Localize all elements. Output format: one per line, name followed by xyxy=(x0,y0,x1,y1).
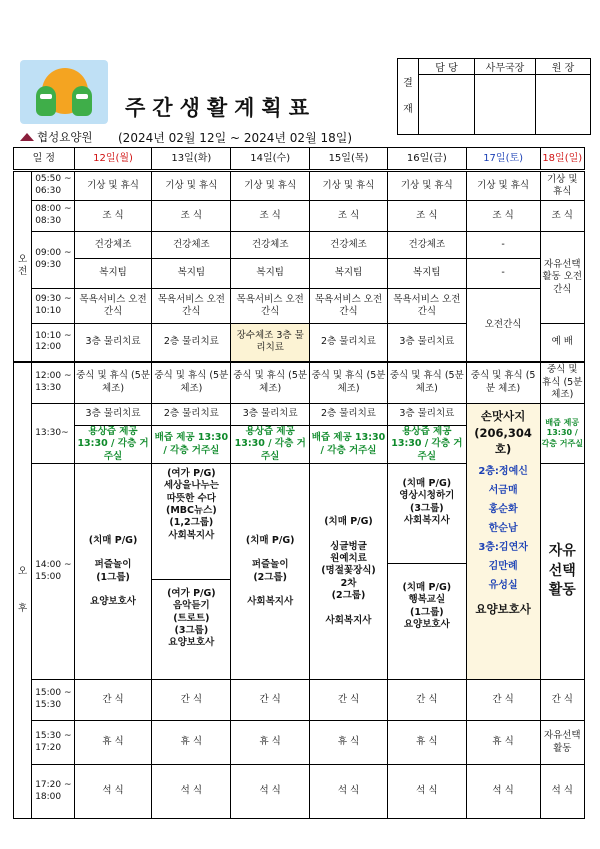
schedule-cell: 간 식 xyxy=(310,680,388,721)
schedule-cell: 예 배 xyxy=(540,324,585,362)
schedule-cell: 중식 및 휴식 (5분 체조) xyxy=(387,362,466,404)
schedule-cell: 기상 및 휴식 xyxy=(466,171,540,201)
day-header: 13일(화) xyxy=(152,148,231,171)
program-cell: 자유 선택 활동 xyxy=(540,464,585,680)
mascot-icon xyxy=(72,86,92,116)
time-slot: 17:20 ~ 18:00 xyxy=(32,765,74,819)
schedule-cell: 휴 식 xyxy=(231,721,310,765)
schedule-cell: 오전간식 xyxy=(466,289,540,362)
program-cell: (치매 P/G) 퍼즐놀이 (2그룹) 사회복지사 xyxy=(231,464,310,680)
role-staff: 담 당 xyxy=(419,59,475,75)
schedule-cell: 휴 식 xyxy=(466,721,540,765)
program-cell: (여가 P/G) 세상을나누는 따뜻한 수다 (MBC뉴스) (1,2그룹) 사회복지사 (여가 P/G) 음악듣기 (트로트) (3그룹) 요양보호사 xyxy=(152,464,231,680)
date-range: (2024년 02월 12일 ~ 2024년 02월 18일) xyxy=(118,131,353,145)
schedule-cell: 간 식 xyxy=(387,680,466,721)
schedule-cell: 간 식 xyxy=(231,680,310,721)
day-header: 14일(수) xyxy=(231,148,310,171)
schedule-cell: 건강체조 xyxy=(152,232,231,259)
schedule-cell: 건강체조 xyxy=(310,232,388,259)
day-header: 15일(목) xyxy=(310,148,388,171)
schedule-cell: 휴 식 xyxy=(387,721,466,765)
schedule-cell: 기상 및 휴식 xyxy=(387,171,466,201)
period-am: 오 전 xyxy=(14,171,32,362)
schedule-cell: 복지팀 xyxy=(152,259,231,289)
signature-box xyxy=(475,75,536,135)
schedule-cell: 중식 및 휴식 (5분 체조) xyxy=(231,362,310,404)
schedule-cell: 중식 및 휴식 (5분 체조) xyxy=(152,362,231,404)
signature-box xyxy=(536,75,591,135)
schedule-cell: 석 식 xyxy=(74,765,152,819)
schedule-cell: 3층 물리치료 xyxy=(231,404,310,426)
schedule-cell: 중식 및 휴식 (5분 체조) xyxy=(310,362,388,404)
time-slot: 09:00 ~ 09:30 xyxy=(32,232,74,289)
schedule-cell: 복지팀 xyxy=(310,259,388,289)
schedule-cell: 2층 물리치료 xyxy=(152,404,231,426)
schedule-cell: 조 식 xyxy=(231,201,310,232)
schedule-cell: - xyxy=(466,259,540,289)
facility-logo xyxy=(20,60,108,124)
schedule-cell: 간 식 xyxy=(540,680,585,721)
schedule-cell: 목욕서비스 오전간식 xyxy=(152,289,231,324)
time-slot: 15:00 ~ 15:30 xyxy=(32,680,74,721)
time-slot: 14:00 ~ 15:00 xyxy=(32,464,74,680)
schedule-cell: 조 식 xyxy=(387,201,466,232)
schedule-cell: 복지팀 xyxy=(231,259,310,289)
schedule-cell: 기상 및 휴식 xyxy=(74,171,152,201)
time-slot: 13:30~ xyxy=(32,404,74,464)
schedule-cell: 기상 및 휴식 xyxy=(231,171,310,201)
schedule-cell: 조 식 xyxy=(466,201,540,232)
schedule-cell: 간 식 xyxy=(152,680,231,721)
schedule-cell-highlight: 장수체조 3층 물리치료 xyxy=(231,324,310,362)
drink-cell: 용상즙 제공 13:30 / 각층 거주실 xyxy=(231,426,310,464)
weekly-schedule-table xyxy=(13,147,585,819)
schedule-cell: 휴 식 xyxy=(152,721,231,765)
drink-cell: 배즙 제공 13:30 / 각층 거주실 xyxy=(310,426,388,464)
schedule-cell: 기상 및 휴식 xyxy=(310,171,388,201)
graduation-cap-icon xyxy=(20,133,34,141)
schedule-cell: 석 식 xyxy=(540,765,585,819)
role-head: 원 장 xyxy=(536,59,591,75)
drink-cell: 용상즙 제공 13:30 / 각층 거주실 xyxy=(74,426,152,464)
schedule-cell: 복지팀 xyxy=(387,259,466,289)
schedule-cell: 목욕서비스 오전간식 xyxy=(310,289,388,324)
time-slot: 10:10 ~ 12:00 xyxy=(32,324,74,362)
schedule-cell: 복지팀 xyxy=(74,259,152,289)
schedule-cell: 중식 및 휴식 (5분 체조) xyxy=(466,362,540,404)
schedule-cell: 목욕서비스 오전간식 xyxy=(231,289,310,324)
schedule-cell: 2층 물리치료 xyxy=(310,324,388,362)
schedule-cell: 건강체조 xyxy=(231,232,310,259)
drink-cell: 배즙 제공 13:30 / 각층 거주실 xyxy=(152,426,231,464)
schedule-cell: - xyxy=(466,232,540,259)
approval-side-label: 결 재 xyxy=(398,59,419,135)
schedule-cell: 자유선택활동 오전간식 xyxy=(540,232,585,324)
signature-box xyxy=(419,75,475,135)
schedule-cell: 석 식 xyxy=(152,765,231,819)
schedule-cell: 휴 식 xyxy=(310,721,388,765)
program-cell: (치매 P/G) 퍼즐놀이 (1그룹) 요양보호사 xyxy=(74,464,152,680)
schedule-cell: 기상 및 휴식 xyxy=(540,171,585,201)
approval-box xyxy=(397,58,591,135)
schedule-cell: 조 식 xyxy=(152,201,231,232)
drink-cell: 용상즙 제공 13:30 / 각층 거주실 xyxy=(387,426,466,464)
schedule-cell: 석 식 xyxy=(387,765,466,819)
drink-cell: 배즙 제공 13:30 / 각층 거주실 xyxy=(540,404,585,464)
schedule-cell: 건강체조 xyxy=(387,232,466,259)
page-title: 주간생활계획표 xyxy=(125,96,317,120)
schedule-cell: 휴 식 xyxy=(74,721,152,765)
day-header: 18일(일) xyxy=(540,148,585,171)
schedule-cell: 3층 물리치료 xyxy=(74,324,152,362)
schedule-cell: 간 식 xyxy=(74,680,152,721)
resident-list: 2층:정예신 서금매 홍순화 한순남 3층:김연자 김만례 유성실 xyxy=(478,466,528,592)
time-slot: 05:50 ~ 06:30 xyxy=(32,171,74,201)
mascot-icon xyxy=(36,86,56,116)
role-director: 사무국장 xyxy=(475,59,536,75)
schedule-cell: 3층 물리치료 xyxy=(74,404,152,426)
day-header: 12일(월) xyxy=(74,148,152,171)
schedule-cell: 3층 물리치료 xyxy=(387,324,466,362)
schedule-cell: 3층 물리치료 xyxy=(387,404,466,426)
schedule-cell: 석 식 xyxy=(310,765,388,819)
schedule-cell: 2층 물리치료 xyxy=(152,324,231,362)
schedule-cell: 자유선택활동 xyxy=(540,721,585,765)
schedule-cell: 중식 및 휴식 (5분체조) xyxy=(540,362,585,404)
schedule-cell: 조 식 xyxy=(310,201,388,232)
schedule-cell: 목욕서비스 오전간식 xyxy=(387,289,466,324)
schedule-cell: 조 식 xyxy=(540,201,585,232)
org-name: 협성요양원 xyxy=(20,129,93,145)
schedule-cell: 석 식 xyxy=(466,765,540,819)
time-slot: 09:30 ~ 10:10 xyxy=(32,289,74,324)
period-pm: 오 후 xyxy=(14,362,32,819)
schedule-cell: 조 식 xyxy=(74,201,152,232)
program-cell: (치매 P/G) 영상시청하기 (3그룹) 사회복지사 (치매 P/G) 행복교실 (1그룹) 요양보호사 xyxy=(387,464,466,680)
sat-event-cell: 손맛사지 (206,304호) 2층:정예신 서금매 홍순화 한순남 3층:김연자 김만례 유성실 요양보호사 xyxy=(466,404,540,680)
schedule-cell: 건강체조 xyxy=(74,232,152,259)
schedule-cell: 2층 물리치료 xyxy=(310,404,388,426)
time-slot: 15:30 ~ 17:20 xyxy=(32,721,74,765)
schedule-cell: 중식 및 휴식 (5분 체조) xyxy=(74,362,152,404)
period-header: 일 정 xyxy=(14,148,75,171)
day-header: 17일(토) xyxy=(466,148,540,171)
schedule-cell: 목욕서비스 오전간식 xyxy=(74,289,152,324)
time-slot: 08:00 ~ 08:30 xyxy=(32,201,74,232)
schedule-cell: 석 식 xyxy=(231,765,310,819)
schedule-cell: 간 식 xyxy=(466,680,540,721)
schedule-cell: 기상 및 휴식 xyxy=(152,171,231,201)
program-cell: (치매 P/G) 싱글벙글 원예치료 (명절꽃장식) 2차 (2그룹) 사회복지사 xyxy=(310,464,388,680)
time-slot: 12:00 ~ 13:30 xyxy=(32,362,74,404)
day-header: 16일(금) xyxy=(387,148,466,171)
